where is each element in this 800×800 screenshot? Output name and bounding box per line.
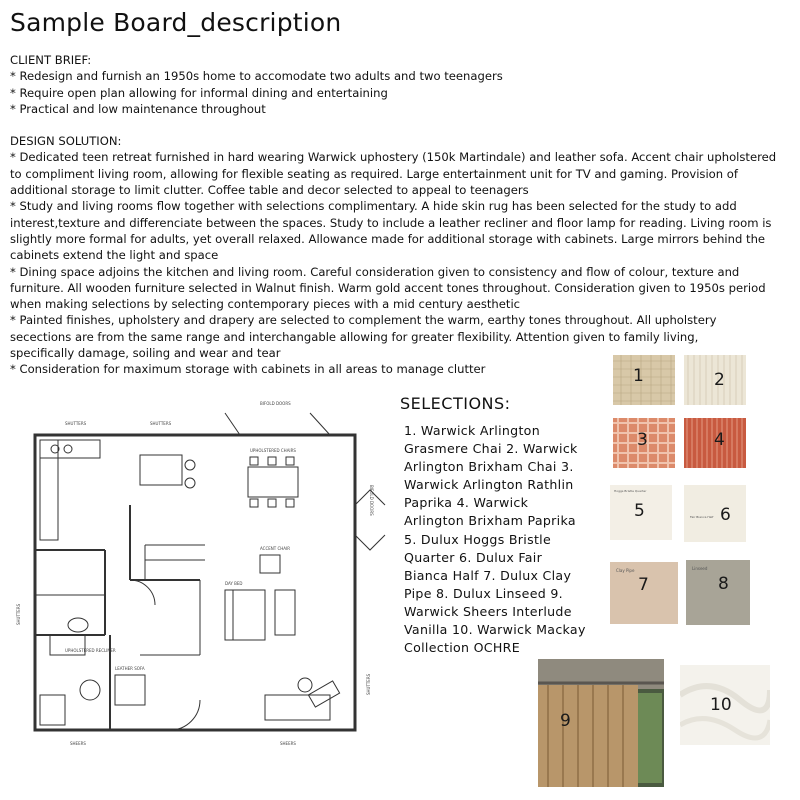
client-brief-heading: CLIENT BRIEF: xyxy=(10,53,92,67)
swatch-2 xyxy=(684,355,746,405)
paint-name: Clay Pipe xyxy=(616,568,635,573)
design-point: * Painted finishes, upholstery and drapery are selected to complement the warm, earthy tones throughout. All upholstery secections are from the same range and interchangable allowing for greater flexibility. Attention given to family living, specifically damage, soiling and wear and tear xyxy=(10,313,717,361)
plan-label: SHEERS xyxy=(280,741,296,746)
selections-panel xyxy=(400,394,590,657)
swatch-number: 2 xyxy=(714,370,725,390)
swatch-number: 5 xyxy=(634,501,645,521)
swatch-4 xyxy=(684,418,746,468)
swatch-8 xyxy=(686,560,750,625)
design-solution-heading: DESIGN SOLUTION: xyxy=(10,134,122,149)
paint-name: Linseed xyxy=(692,566,708,571)
swatch-7 xyxy=(610,562,678,624)
swatch-number: 4 xyxy=(714,430,725,450)
swatch-9 xyxy=(538,659,664,787)
plan-label: BIFOLD DOORS xyxy=(260,401,291,406)
swatch-1 xyxy=(613,355,675,405)
paint-name: Fair Bianca Half xyxy=(690,515,714,519)
swatch-10 xyxy=(680,665,770,745)
fabric-texture xyxy=(613,355,675,405)
paint-name: Hoggs Bristle Quarter xyxy=(614,489,647,493)
swatch-number: 6 xyxy=(720,505,731,525)
plan-label: SHUTTERS xyxy=(16,603,21,625)
plan-label: SHUTTERS xyxy=(65,421,87,426)
plan-label: DAY BED xyxy=(225,581,243,586)
plan-label: SHUTTERS xyxy=(366,673,371,695)
plan-label: UPHOLSTERED CHAIRS xyxy=(250,448,296,453)
plan-label: BIFOLD DOORS xyxy=(369,485,374,516)
swatch-6 xyxy=(684,485,746,542)
swatch-3 xyxy=(613,418,675,468)
swatch-number: 3 xyxy=(637,430,648,450)
swatch-number: 10 xyxy=(710,695,732,715)
swatch-number: 7 xyxy=(638,575,649,595)
design-point: * Consideration for maximum storage with cabinets in all areas to manage clutter xyxy=(10,362,486,377)
design-point: * Dining space adjoins the kitchen and living room. Careful consideration given to consistency and flow of colour, texture and furniture. All wooden furniture selected in Walnut finish. Warm gold accent tones throughout. Consideration given to 1950s period when making selections by selecting contemporary pieces with a mid century aesthetic xyxy=(10,264,766,312)
swatch-fill xyxy=(613,355,675,405)
swatch-number: 8 xyxy=(718,574,729,594)
plan-label: LEATHER SOFA xyxy=(115,666,145,671)
selections-list: 1. Warwick Arlington Grasmere Chai 2. Warwick Arlington Brixham Chai 3. Warwick Arlington Rathlin Paprika 4. Warwick Arlington Brixham Paprika 5. Dulux Hoggs Bristle Quarter 6. Dulux Fair Bianca Half 7. Dulux Clay Pipe 8. Dulux Linseed 9. Warwick Sheers Interlude Vanilla 10. Warwick Mackay Collection OCHRE xyxy=(404,423,586,656)
curtain-image xyxy=(538,659,664,787)
swatch-5 xyxy=(610,485,672,540)
client-point: * Require open plan allowing for informal dining and entertaining xyxy=(10,85,388,100)
page-title: Sample Board_description xyxy=(10,8,342,37)
design-point: * Study and living rooms flow together with selections complimentary. A hide skin rug has been selected for the study to add interest,texture and differenciate between the spaces. Study to include a leather recliner and floor lamp for reading. Living room is slightly more formal for adults, yet overall relaxed. Allowance made for additional storage with cabinets. Large mirrors behind the cabinets extend the light and space xyxy=(10,199,772,263)
swatch-number: 1 xyxy=(633,366,644,386)
plan-label: SHEERS xyxy=(70,741,86,746)
swatch-number: 9 xyxy=(560,711,571,731)
brief-text xyxy=(10,52,790,378)
design-point: * Dedicated teen retreat furnished in hard wearing Warwick uphostery (150k Martindale) and leather sofa. Accent chair upholstered to compliment living room, allowing for flexible seating as required. Large entertainment unit for TV and gaming. Provision of additional storage to limit clutter. Coffee table and decor selected to appeal to teenagers xyxy=(10,150,777,198)
plan-label: ACCENT CHAIR xyxy=(260,546,290,551)
swatch-fill xyxy=(684,485,746,542)
floor-plan xyxy=(10,395,390,750)
plan-label: SHUTTERS xyxy=(150,421,172,426)
client-point: * Practical and low maintenance throughout xyxy=(10,101,266,116)
selections-heading: SELECTIONS: xyxy=(400,394,511,413)
plan-label: UPHOLSTERED RECLINER xyxy=(65,648,116,653)
client-point: * Redesign and furnish an 1950s home to accomodate two adults and two teenagers xyxy=(10,69,503,84)
paint-card xyxy=(684,485,746,542)
